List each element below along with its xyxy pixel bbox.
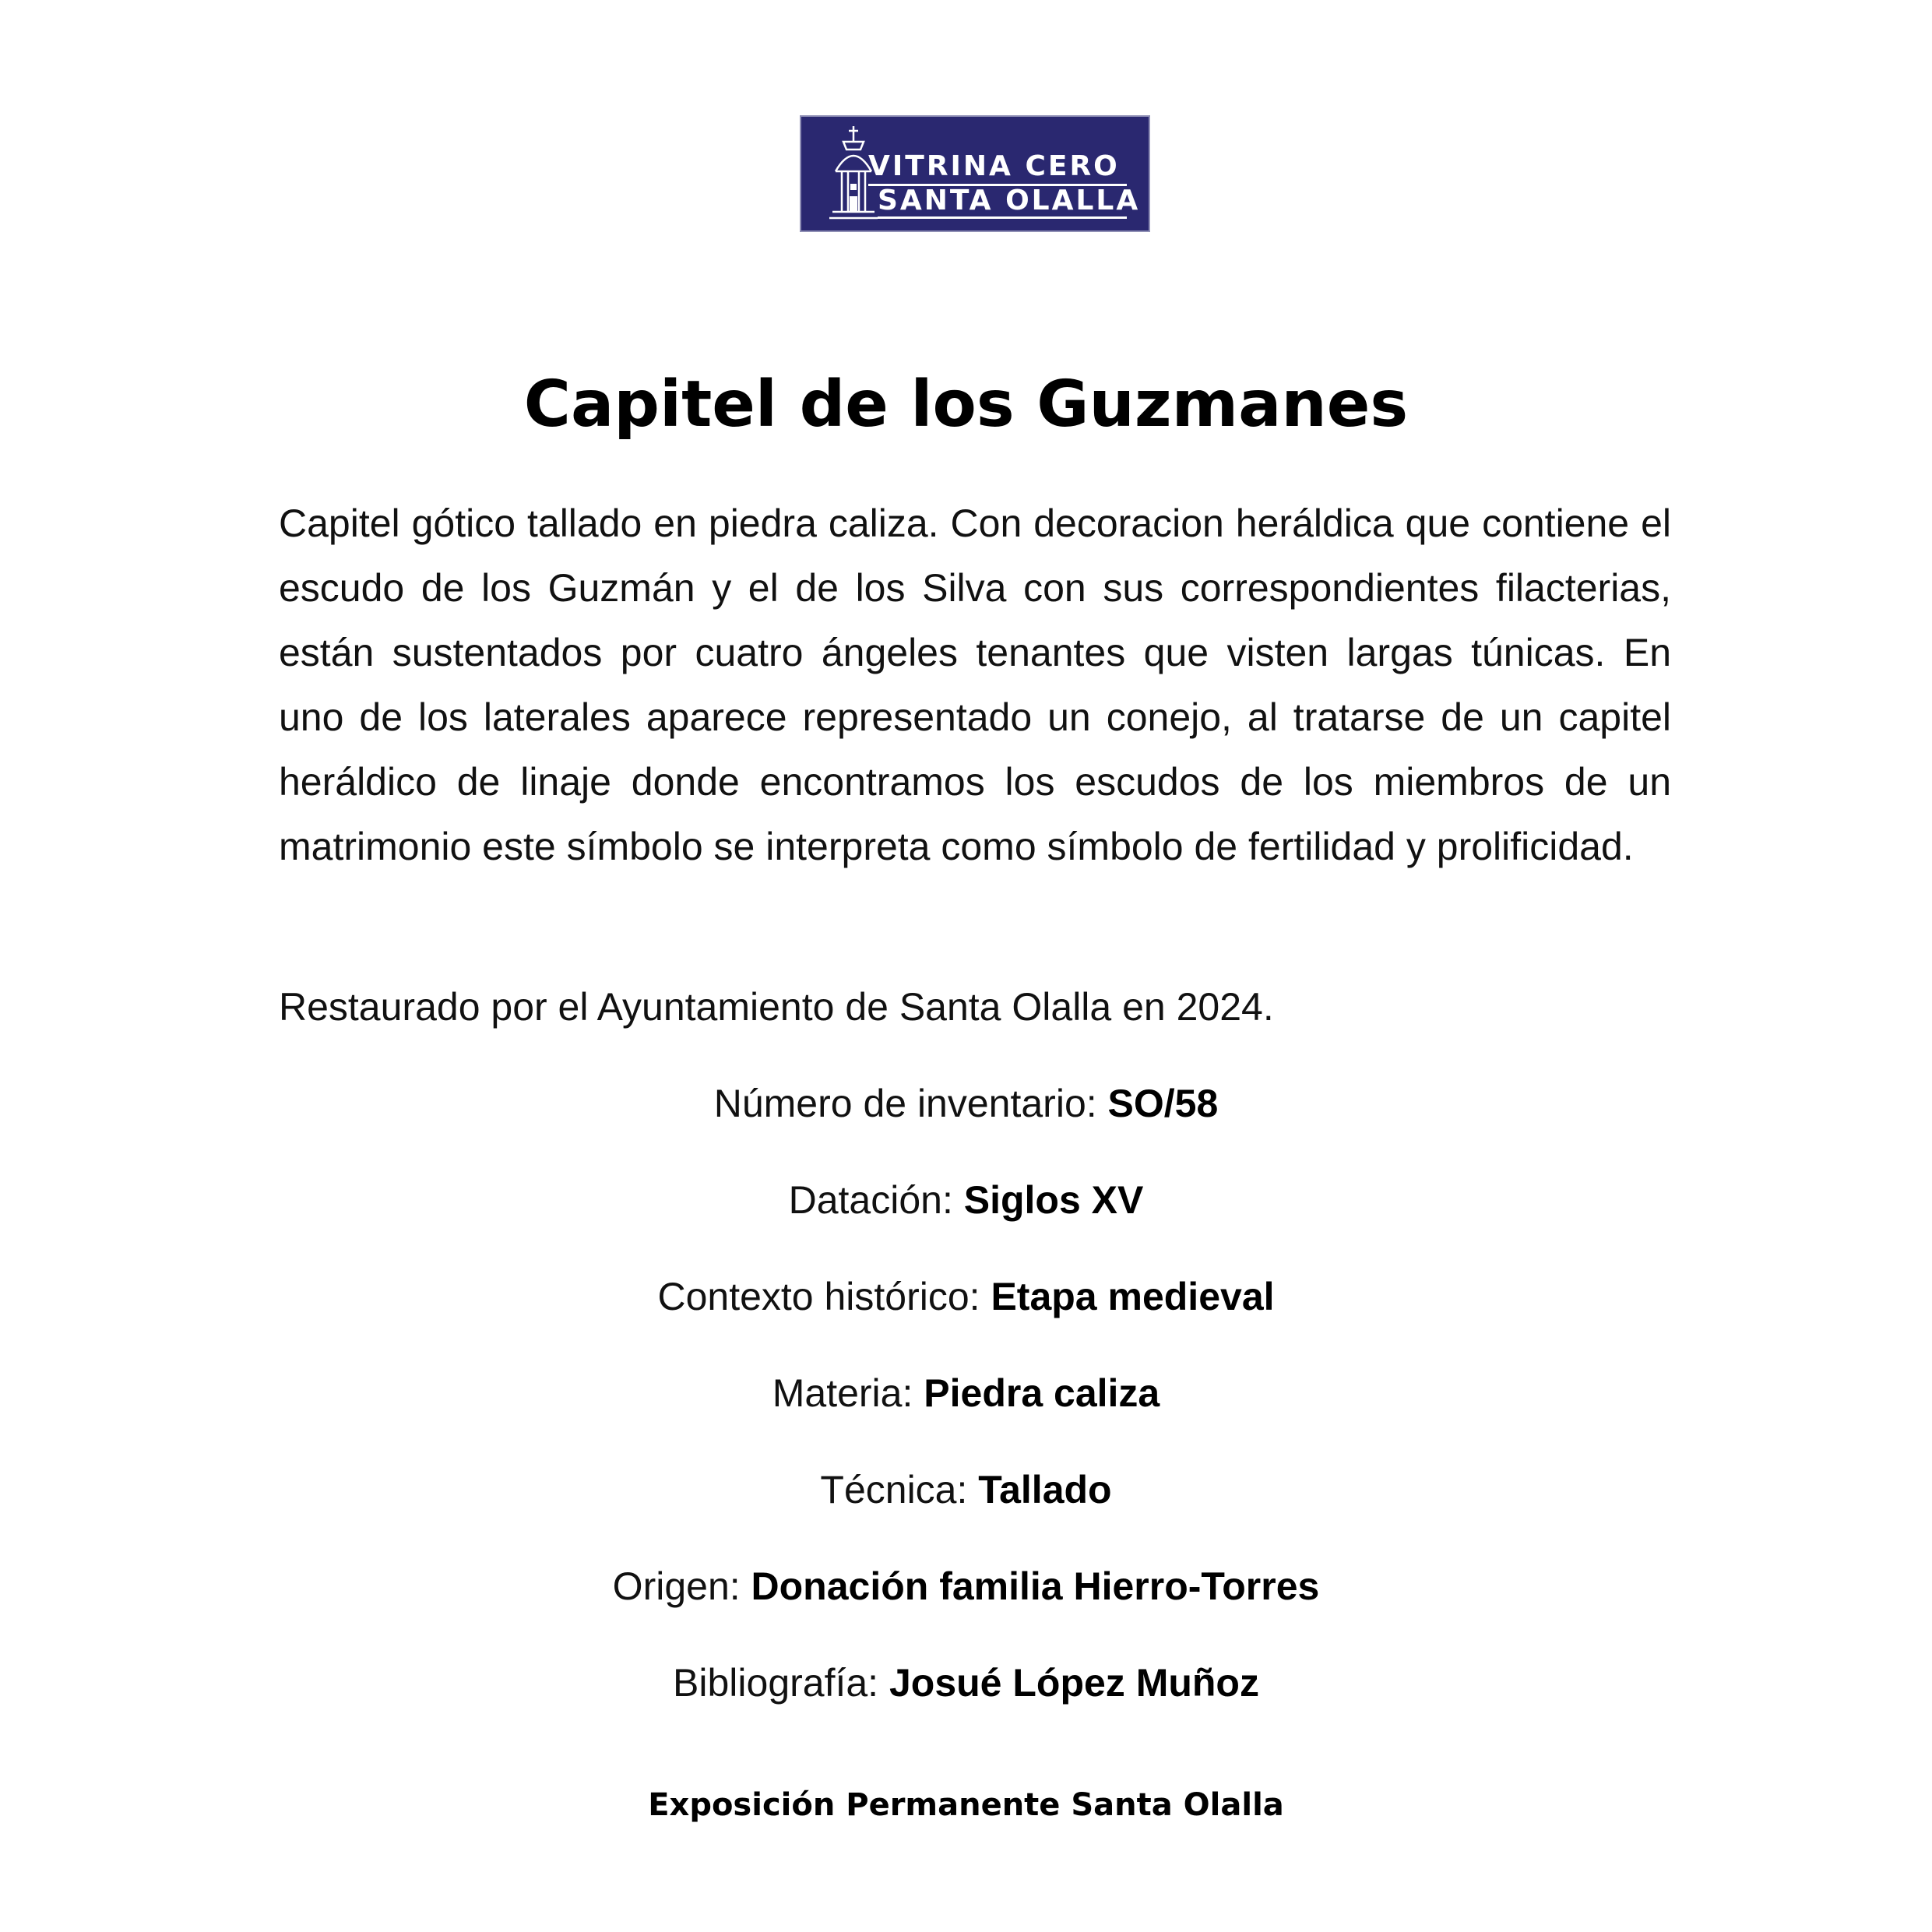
field-label: Origen: bbox=[612, 1564, 751, 1608]
logo-text-line2: SANTA OLALLA bbox=[878, 185, 1141, 216]
field-value: Siglos XV bbox=[963, 1178, 1144, 1222]
field-technique bbox=[0, 1464, 1932, 1515]
field-origin bbox=[0, 1561, 1932, 1612]
field-label: Técnica: bbox=[820, 1468, 979, 1511]
field-value: Donación familia Hierro-Torres bbox=[751, 1564, 1320, 1608]
field-label: Materia: bbox=[772, 1371, 924, 1415]
field-historical-context bbox=[0, 1271, 1932, 1322]
vitrina-cero-logo bbox=[800, 115, 1150, 232]
field-label: Número de inventario: bbox=[713, 1082, 1108, 1125]
field-value: SO/58 bbox=[1107, 1082, 1219, 1125]
field-bibliography bbox=[0, 1657, 1932, 1709]
field-value: Etapa medieval bbox=[991, 1275, 1275, 1318]
logo-underline-2 bbox=[878, 216, 1127, 219]
page-title: Capitel de los Guzmanes bbox=[523, 368, 1409, 442]
field-label: Bibliografía: bbox=[673, 1661, 889, 1705]
field-value: Josué López Muñoz bbox=[889, 1661, 1259, 1705]
logo-text-line1: VITRINA CERO bbox=[868, 150, 1120, 182]
exhibition-footer: Exposición Permanente Santa Olalla bbox=[648, 1787, 1284, 1823]
field-value: Piedra caliza bbox=[924, 1371, 1160, 1415]
field-material bbox=[0, 1367, 1932, 1419]
field-dating bbox=[0, 1174, 1932, 1226]
field-label: Contexto histórico: bbox=[657, 1275, 991, 1318]
field-inventory-number bbox=[0, 1078, 1932, 1129]
description-paragraph: Capitel gótico tallado en piedra caliza. Con decoracion heráldica que contiene el escudo de los Guzmán y el de los Silva con sus correspondientes filacterias, están sustentados por cuatro ángeles tenantes que visten largas túnicas. En uno de los laterales aparece representado un conejo, al tratarse de un capitel heráldico de linaje donde encontramos los escudos de los miembros de un matrimonio este símbolo se interpreta como símbolo de fertilidad y prolificidad. bbox=[279, 501, 1671, 868]
restoration-note: Restaurado por el Ayuntamiento de Santa Olalla en 2024. bbox=[279, 985, 1274, 1029]
field-value: Tallado bbox=[978, 1468, 1112, 1511]
field-label: Datación: bbox=[788, 1178, 964, 1222]
